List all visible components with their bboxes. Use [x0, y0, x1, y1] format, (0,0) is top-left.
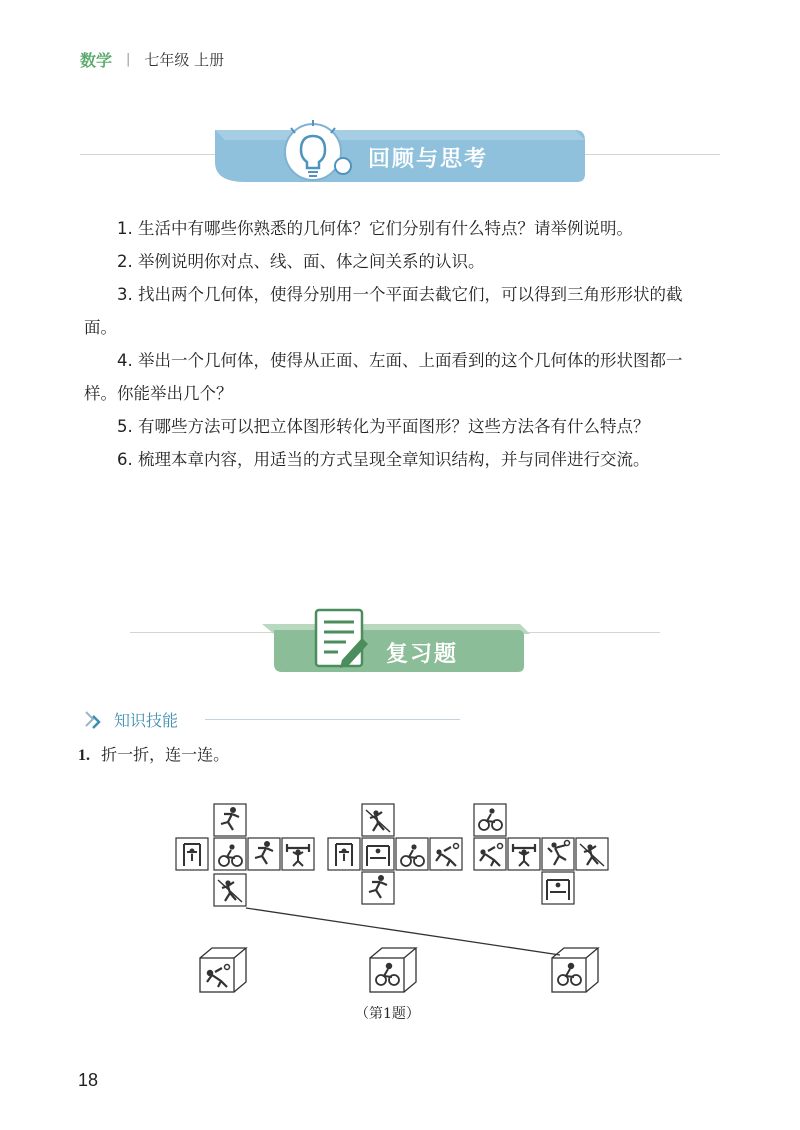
page-number: 18 — [78, 1070, 99, 1090]
exercise-1-text: 折一折，连一连。 — [101, 745, 230, 764]
question-1: 1. 生活中有哪些你熟悉的几何体？它们分别有什么特点？请举例说明。 — [117, 219, 633, 238]
grade-label: 七年级 上册 — [144, 51, 225, 69]
question-2: 2. 举例说明你对点、线、面、体之间关系的认识。 — [117, 252, 485, 271]
cube-1 — [200, 948, 246, 992]
question-5: 5. 有哪些方法可以把立体图形转化为平面图形？这些方法各有什么特点？ — [117, 417, 650, 436]
question-3: 3. 找出两个几何体，使得分别用一个平面去截它们，可以得到三角形形状的截面。 — [84, 285, 683, 337]
subject-label: 数学 — [80, 51, 113, 70]
lightbulb-icon — [285, 120, 351, 180]
exercise-1 — [78, 742, 229, 765]
exercise-1-number: 1. — [78, 747, 90, 764]
question-6: 6. 梳理本章内容，用适当的方式呈现全章知识结构，并与同伴进行交流。 — [117, 450, 650, 469]
cube-net-1 — [176, 804, 314, 906]
notepad-pencil-icon — [316, 610, 368, 668]
subsection-heading — [84, 708, 178, 731]
cube-net-2 — [328, 804, 462, 904]
review-questions — [84, 212, 696, 476]
subsection-rule — [205, 719, 460, 720]
review-title: 回顾与思考 — [368, 147, 489, 172]
cube-net-3 — [474, 804, 608, 904]
double-chevron-icon — [84, 709, 106, 731]
header-separator: | — [126, 52, 131, 67]
figure-caption: （第1题） — [355, 1006, 420, 1022]
question-4: 4. 举出一个几何体，使得从正面、左面、上面看到的这个几何体的形状图都一样。你能举出几个？ — [84, 351, 683, 403]
subsection-label: 知识技能 — [114, 711, 179, 730]
cube-nets-figure — [0, 790, 800, 1000]
running-header — [80, 48, 224, 71]
cube-2 — [370, 948, 416, 992]
exercise-title: 复习题 — [386, 642, 459, 667]
